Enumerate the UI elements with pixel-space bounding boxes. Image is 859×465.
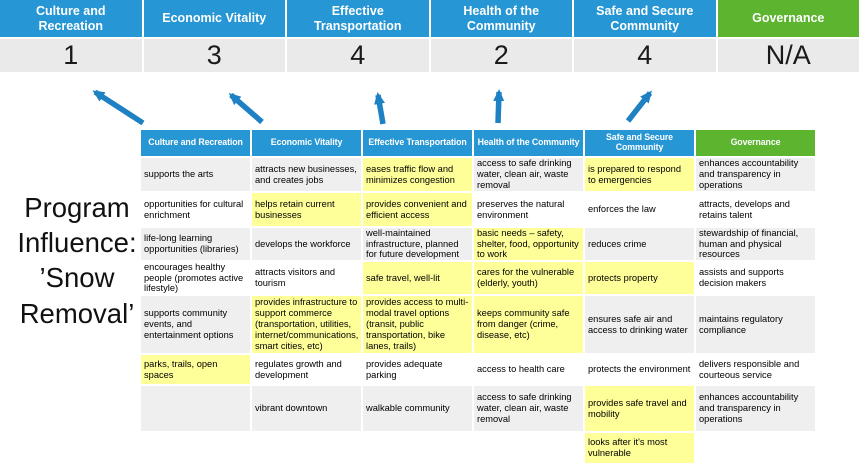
- priority-score-safe-and-secure-community: 4: [574, 39, 716, 72]
- matrix-cell-r4c1: encourages healthy people (promotes active lifestyle): [141, 262, 250, 294]
- matrix-header-culture-and-recreation: Culture and Recreation: [141, 130, 250, 156]
- matrix-cell-r2c4: preserves the natural environment: [474, 193, 583, 226]
- matrix-cell-r8c4: [474, 433, 583, 463]
- matrix-header-health-of-the-community: Health of the Community: [474, 130, 583, 156]
- matrix-header-economic-vitality: Economic Vitality: [252, 130, 361, 156]
- priority-header-culture-and-recreation: Culture and Recreation: [0, 0, 142, 37]
- matrix-cell-r7c4: access to safe drinking water, clean air, waste removal: [474, 386, 583, 431]
- matrix-cell-r3c6: stewardship of financial, human and physical resources: [696, 228, 815, 260]
- matrix-cell-r3c3: well-maintained infrastructure, planned for future development: [363, 228, 472, 260]
- matrix-cell-r4c6: assists and supports decision makers: [696, 262, 815, 294]
- matrix-cell-r5c5: ensures safe air and access to drinking water: [585, 296, 694, 353]
- priority-score-economic-vitality: 3: [144, 39, 286, 72]
- matrix-header-safe-and-secure-community: Safe and Secure Community: [585, 130, 694, 156]
- matrix-cell-r8c5: looks after it's most vulnerable: [585, 433, 694, 463]
- matrix-cell-r2c2: helps retain current businesses: [252, 193, 361, 226]
- matrix-cell-r6c1: parks, trails, open spaces: [141, 355, 250, 384]
- priority-score-effective-transportation: 4: [287, 39, 429, 72]
- matrix-cell-r2c3: provides convenient and efficient access: [363, 193, 472, 226]
- matrix-cell-r6c2: regulates growth and development: [252, 355, 361, 384]
- influence-arrow-3: [378, 95, 383, 124]
- matrix-cell-r1c3: eases traffic flow and minimizes congestion: [363, 158, 472, 191]
- matrix-cell-r3c2: develops the workforce: [252, 228, 361, 260]
- priority-header-health-of-the-community: Health of the Community: [431, 0, 573, 37]
- matrix-cell-r2c6: attracts, develops and retains talent: [696, 193, 815, 226]
- priority-header-economic-vitality: Economic Vitality: [144, 0, 286, 37]
- matrix-cell-r6c6: delivers responsible and courteous service: [696, 355, 815, 384]
- matrix-cell-r1c4: access to safe drinking water, clean air, waste removal: [474, 158, 583, 191]
- matrix-cell-r1c5: is prepared to respond to emergencies: [585, 158, 694, 191]
- influence-arrow-4: [498, 92, 499, 123]
- matrix-header-effective-transportation: Effective Transportation: [363, 130, 472, 156]
- matrix-cell-r3c5: reduces crime: [585, 228, 694, 260]
- matrix-cell-r7c3: walkable community: [363, 386, 472, 431]
- influence-arrow-1: [95, 92, 143, 123]
- matrix-cell-r7c2: vibrant downtown: [252, 386, 361, 431]
- priority-header-governance: Governance: [718, 0, 859, 37]
- matrix-cell-r6c5: protects the environment: [585, 355, 694, 384]
- matrix-cell-r2c5: enforces the law: [585, 193, 694, 226]
- influence-arrow-5: [628, 93, 650, 121]
- priority-matrix-table: [141, 130, 815, 463]
- matrix-cell-r7c5: provides safe travel and mobility: [585, 386, 694, 431]
- priority-score-health-of-the-community: 2: [431, 39, 573, 72]
- matrix-cell-r6c3: provides adequate parking: [363, 355, 472, 384]
- matrix-cell-r2c1: opportunities for cultural enrichment: [141, 193, 250, 226]
- priority-score-governance: N/A: [718, 39, 859, 72]
- matrix-cell-r4c4: cares for the vulnerable (elderly, youth): [474, 262, 583, 294]
- priority-header-safe-and-secure-community: Safe and Secure Community: [574, 0, 716, 37]
- matrix-cell-r7c6: enhances accountability and transparency in operations: [696, 386, 815, 431]
- matrix-cell-r5c3: provides access to multi-modal travel options (transit, public transportation, bike lanes, trails): [363, 296, 472, 353]
- matrix-cell-r5c1: supports community events, and entertainment options: [141, 296, 250, 353]
- matrix-cell-r8c6: [696, 433, 815, 463]
- summary-score-row: [0, 39, 859, 72]
- matrix-cell-r4c5: protects property: [585, 262, 694, 294]
- matrix-cell-r6c4: access to health care: [474, 355, 583, 384]
- matrix-cell-r4c3: safe travel, well-lit: [363, 262, 472, 294]
- matrix-cell-r1c1: supports the arts: [141, 158, 250, 191]
- matrix-cell-r1c6: enhances accountability and transparency in operations: [696, 158, 815, 191]
- matrix-cell-r5c6: maintains regulatory compliance: [696, 296, 815, 353]
- summary-header-row: [0, 0, 859, 37]
- matrix-cell-r3c4: basic needs – safety, shelter, food, opportunity to work: [474, 228, 583, 260]
- matrix-cell-r8c1: [141, 433, 250, 463]
- priority-score-culture-and-recreation: 1: [0, 39, 142, 72]
- matrix-cell-r5c4: keeps community safe from danger (crime, disease, etc): [474, 296, 583, 353]
- page-title: Program Influence: ’Snow Removal’: [17, 192, 137, 329]
- matrix-cell-r5c2: provides infrastructure to support commerce (transportation, utilities, internet/communications, smart cities, etc): [252, 296, 361, 353]
- matrix-header-governance: Governance: [696, 130, 815, 156]
- matrix-cell-r7c1: [141, 386, 250, 431]
- matrix-cell-r3c1: life-long learning opportunities (libraries): [141, 228, 250, 260]
- matrix-cell-r1c2: attracts new businesses, and creates jobs: [252, 158, 361, 191]
- matrix-cell-r4c2: attracts visitors and tourism: [252, 262, 361, 294]
- matrix-cell-r8c3: [363, 433, 472, 463]
- priority-header-effective-transportation: Effective Transportation: [287, 0, 429, 37]
- influence-arrow-2: [231, 95, 262, 122]
- matrix-cell-r8c2: [252, 433, 361, 463]
